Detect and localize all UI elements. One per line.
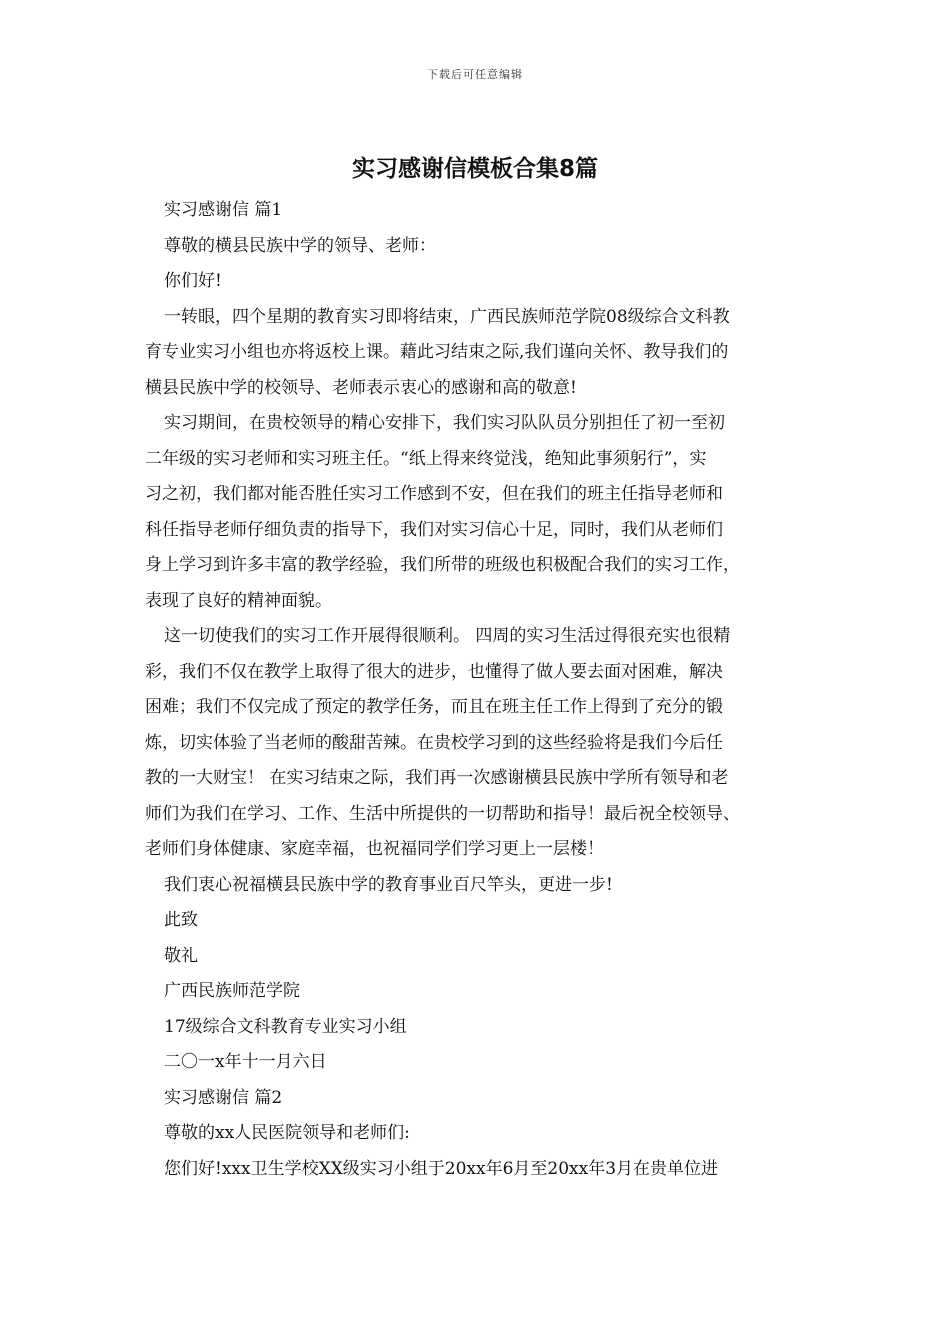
text-line: 这一切使我们的实习工作开展得很顺利。 四周的实习生活过得很充实也很精 bbox=[164, 626, 731, 646]
text-line: 习之初，我们都对能否胜任实习工作感到不安，但在我们的班主任指导老师和 bbox=[145, 484, 723, 504]
text-line: 实习感谢信 篇2 bbox=[164, 1087, 283, 1108]
text-line: 实习感谢信 篇1 bbox=[164, 200, 283, 220]
text-line: 科任指导老师仔细负责的指导下，我们对实习信心十足，同时，我们从老师们 bbox=[145, 519, 723, 540]
text-line: 二〇一x年十一月六日 bbox=[164, 1052, 327, 1072]
text-line: 教的一大财宝！ 在实习结束之际，我们再一次感谢横县民族中学所有领导和老 bbox=[145, 768, 729, 788]
text-line: 炼，切实体验了当老师的酸甜苦辣。在贵校学习到的这些经验将是我们今后任 bbox=[145, 732, 723, 753]
text-line: 你们好! bbox=[164, 271, 222, 291]
text-line: 敬礼 bbox=[164, 945, 198, 966]
text-line: 身上学习到许多丰富的教学经验，我们所带的班级也积极配合我们的实习工作， bbox=[145, 555, 740, 575]
text-line: 一转眼，四个星期的教育实习即将结束，广西民族师范学院08级综合文科教 bbox=[164, 306, 730, 327]
text-line: 彩，我们不仅在教学上取得了很大的进步，也懂得了做人要去面对困难，解决 bbox=[145, 661, 723, 682]
text-line: 广西民族师范学院 bbox=[164, 981, 300, 1001]
text-line: 实习期间，在贵校领导的精心安排下，我们实习队队员分别担任了初一至初 bbox=[164, 413, 725, 433]
text-line: 二年级的实习老师和实习班主任。“纸上得来终觉浅，绝知此事须躬行”，实 bbox=[145, 448, 707, 469]
text-line: 此致 bbox=[164, 910, 198, 930]
text-line: 师们为我们在学习、工作、生活中所提供的一切帮助和指导！最后祝全校领导、 bbox=[145, 803, 740, 824]
header-note: 下载后可任意编辑 bbox=[427, 68, 523, 81]
text-line: 横县民族中学的校领导、老师表示衷心的感谢和高的敬意! bbox=[145, 377, 577, 398]
text-line: 尊敬的xx人民医院领导和老师们: bbox=[164, 1123, 410, 1143]
text-line: 老师们身体健康、家庭幸福，也祝福同学们学习更上一层楼！ bbox=[145, 839, 604, 859]
document-title: 实习感谢信模板合集8篇 bbox=[351, 156, 598, 182]
text-line: 表现了良好的精神面貌。 bbox=[145, 590, 332, 611]
document-body bbox=[145, 193, 825, 1187]
text-line: 17级综合文科教育专业实习小组 bbox=[164, 1016, 407, 1037]
text-line: 育专业实习小组也亦将返校上课。藉此习结束之际,我们谨向关怀、教导我们的 bbox=[145, 342, 729, 362]
text-line: 我们衷心祝福横县民族中学的教育事业百尺竿头，更进一步! bbox=[164, 874, 613, 895]
text-line: 困难；我们不仅完成了预定的教学任务，而且在班主任工作上得到了充分的锻 bbox=[145, 697, 723, 717]
text-line: 尊敬的横县民族中学的领导、老师： bbox=[164, 235, 436, 256]
text-line: 您们好!xxx卫生学校XX级实习小组于20xx年6月至20xx年3月在贵单位进 bbox=[164, 1158, 719, 1179]
